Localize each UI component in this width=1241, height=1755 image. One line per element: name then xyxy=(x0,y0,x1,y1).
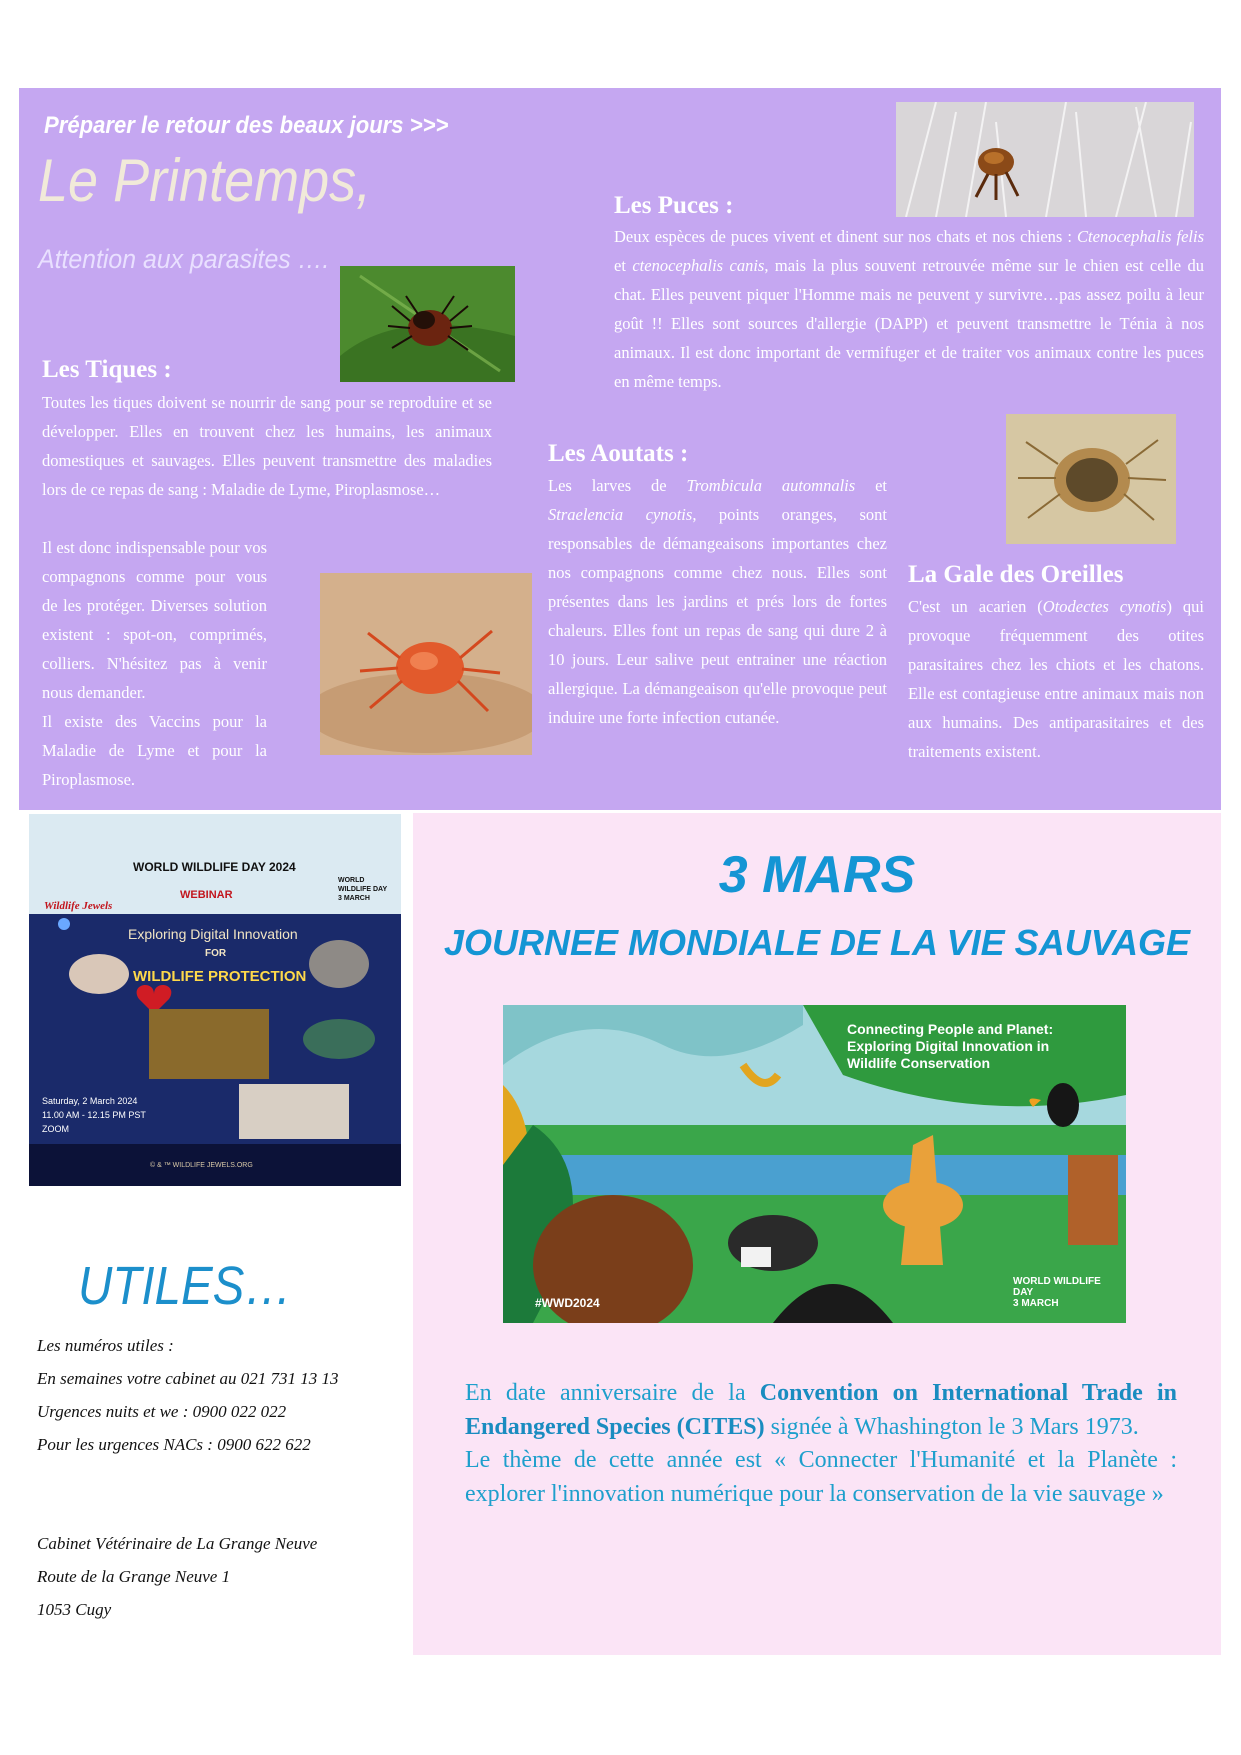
tick-photo xyxy=(340,266,515,382)
webinar-line-3: WILDLIFE PROTECTION xyxy=(133,968,307,985)
webinar-line-2: FOR xyxy=(205,948,227,959)
page-title: Le Printemps, xyxy=(38,147,372,214)
aoutats-heading: Les Aoutats : xyxy=(548,440,689,467)
webinar-type-label: WEBINAR xyxy=(180,889,233,901)
clinic-name: Cabinet Vétérinaire de La Grange Neuve xyxy=(37,1534,318,1553)
flea-photo xyxy=(896,102,1194,217)
nac-emergency-phone: Pour les urgences NACs : 0900 622 622 xyxy=(37,1435,311,1454)
webinar-details: Saturday, 2 March 2024 11.00 AM - 12.15 PM PST ZOOM xyxy=(42,1096,146,1134)
page-subtitle: Attention aux parasites …. xyxy=(38,244,330,274)
cites-paragraph: En date anniversaire de la Convention on International Trade in Endangered Species (CITES) signée à Whashington le 3 Mars 1973. Le thème de cette année est « Connecter l'Humanité et la Planète : explorer l'innovation numérique pour la conservation de la vie sauvage » xyxy=(465,1380,1178,1507)
tiques-paragraph-2: Il est donc indispensable pour vos compagnons comme pour vous de les protéger. Diverses solution existent : spot-on, comprimés, colliers. N'hésitez pas à venir nous demander. xyxy=(42,538,267,702)
wwd-poster-tag: #WWD2024 xyxy=(535,1296,600,1310)
event-title: JOURNEE MONDIALE DE LA VIE SAUVAGE xyxy=(443,922,1191,963)
wwd-poster-title: Connecting People and Planet: Exploring Digital Innovation in Wildlife Conservation xyxy=(847,1021,1054,1071)
webinar-brand-label: Wildlife Jewels xyxy=(44,900,113,912)
tiques-paragraph-3: Il existe des Vaccins pour la Maladie de Lyme et pour la Piroplasmose. xyxy=(42,712,267,789)
webinar-event-label: WORLD WILDLIFE DAY 2024 xyxy=(133,860,296,874)
ear-mite-photo xyxy=(1006,414,1176,544)
useful-numbers-label: Les numéros utiles : xyxy=(37,1336,174,1355)
webinar-line-1: Exploring Digital Innovation xyxy=(128,926,298,942)
webinar-footer: © & ™ WILDLIFE JEWELS.ORG xyxy=(150,1162,253,1169)
clinic-phone: En semaines votre cabinet au 021 731 13 13 xyxy=(37,1369,339,1388)
tiques-paragraph-1: Toutes les tiques doivent se nourrir de sang pour se reproduire et se développer. Elles en trouvent chez les humains, les animaux domestiques et sauvages. Elles peuvent transmettre des maladies lors de ce repas de sang : Maladie de Lyme, Piroplasmose… xyxy=(42,393,492,499)
tiques-heading: Les Tiques : xyxy=(42,356,172,383)
red-mite-photo xyxy=(320,573,532,755)
aoutats-paragraph: Les larves de Trombicula automnalis et Straelencia cynotis, points oranges, sont responsables de démangeaisons importantes chez nos compagnons comme chez nous. Elles sont présentes dans les jardins et prés lors de fortes chaleurs. Elles font un repas de sang qui dure 2 à 10 jours. Leur salive peut entrainer une réaction allergique. La démangeaison qu'elle provoque peut induire une forte infection cutanée. xyxy=(548,476,887,727)
event-date: 3 MARS xyxy=(718,846,916,904)
wwd-poster-badge: WORLD WILDLIFE DAY 3 MARCH xyxy=(1013,1276,1101,1309)
clinic-city: 1053 Cugy xyxy=(37,1600,112,1619)
utiles-title: UTILES… xyxy=(78,1256,292,1316)
kicker-text: Préparer le retour des beaux jours >>> xyxy=(44,112,449,139)
webinar-badge: WORLD WILDLIFE DAY 3 MARCH xyxy=(338,877,388,902)
emergency-phone: Urgences nuits et we : 0900 022 022 xyxy=(37,1402,287,1421)
gale-heading: La Gale des Oreilles xyxy=(908,561,1124,588)
gale-paragraph: C'est un acarien (Otodectes cynotis) qui provoque fréquemment des otites parasitaires chez les chiots et les chatons. Elle est contagieuse entre animaux mais non aux humains. Des antiparasitaires et des traitements existent. xyxy=(908,597,1204,761)
puces-paragraph: Deux espèces de puces vivent et dinent sur nos chats et nos chiens : Ctenocephalis felis et ctenocephalis canis, mais la plus souvent retrouvée même sur le chien est celle du chat. Elles peuvent piquer l'Homme mais ne peuvent y survivre…pas assez poilu à leur goût !! Elles sont sources d'allergie (DAPP) et peuvent transmettre le Ténia à nos animaux. Il est donc important de vermifuger et de traiter vos animaux contre les puces en même temps. xyxy=(614,227,1204,391)
clinic-street: Route de la Grange Neuve 1 xyxy=(37,1567,231,1586)
puces-heading: Les Puces : xyxy=(614,192,734,219)
